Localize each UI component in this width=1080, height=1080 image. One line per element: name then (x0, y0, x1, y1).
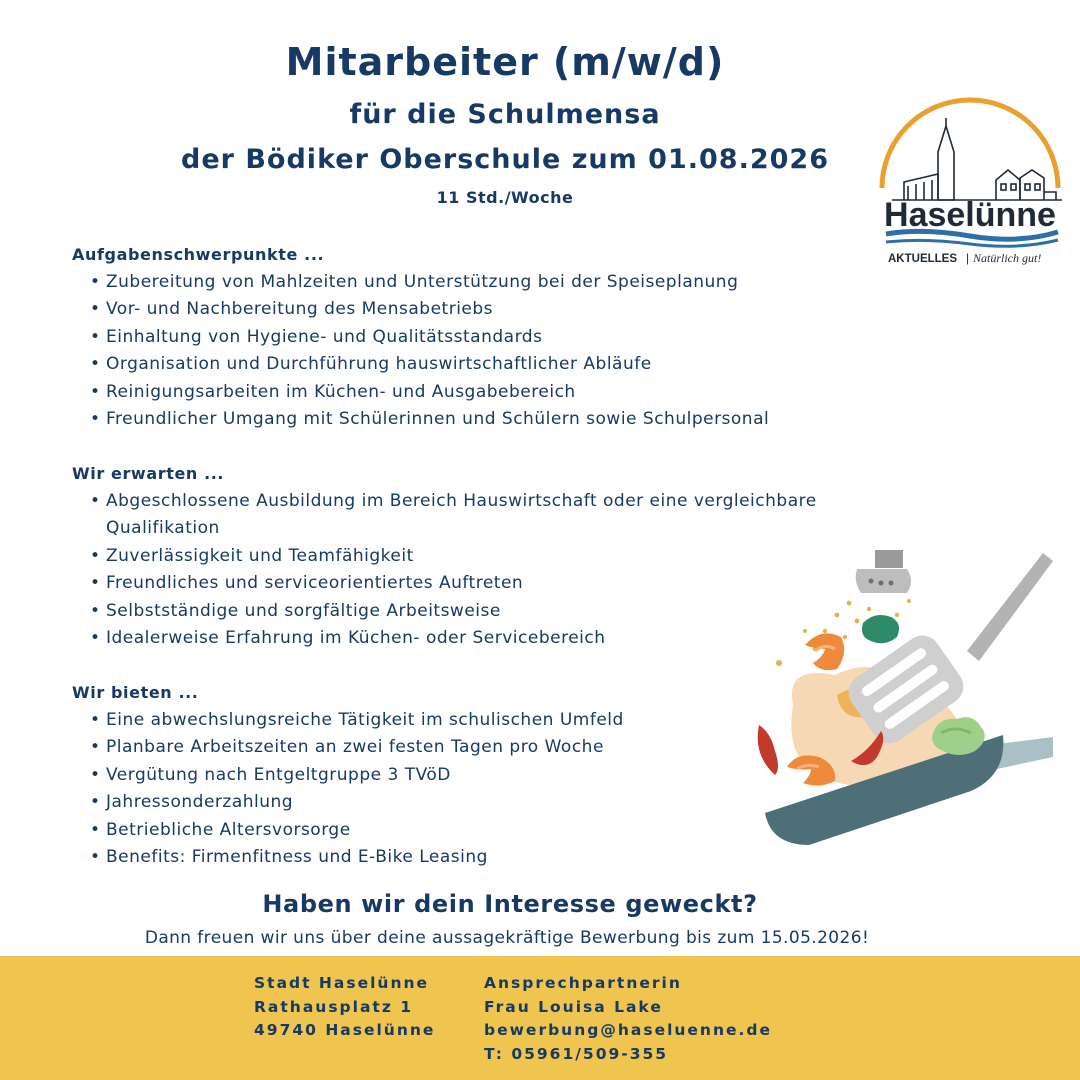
list-item: • Vergütung nach Entgeltgruppe 3 TVöD (90, 762, 902, 789)
section-heading-tasks: Aufgabenschwerpunkte ... (72, 245, 325, 264)
postal-city: 49740 Haselünne (254, 1021, 436, 1039)
list-item: • Freundlicher Umgang mit Schülerinnen und Schülern sowie Schulpersonal (90, 406, 902, 433)
tasks-list (90, 269, 902, 433)
list-item: • Zubereitung von Mahlzeiten und Unterstützung bei der Speiseplanung (90, 269, 902, 296)
list-item: • Einhaltung von Hygiene- und Qualitätsstandards (90, 324, 902, 351)
list-item: • Benefits: Firmenfitness und E-Bike Leasing (90, 844, 902, 871)
street-address: Rathausplatz 1 (254, 997, 414, 1016)
logo-tagline-b: Natürlich gut! (973, 251, 1042, 265)
address-block (254, 972, 435, 1043)
cta-text: Dann freuen wir uns über deine aussagekräftige Bewerbung bis zum 15.05.2026! (144, 928, 870, 948)
list-item: • Vor- und Nachbereitung des Mensabetriebs (90, 296, 902, 323)
list-item: • Planbare Arbeitszeiten an zwei festen Tagen pro Woche (90, 734, 902, 761)
logo-tagline-separator: | (966, 251, 970, 265)
list-item: • Jahressonderzahlung (90, 789, 902, 816)
page-subtitle-1: für die Schulmensa (349, 99, 661, 130)
list-item: • Eine abwechslungsreiche Tätigkeit im schulischen Umfeld (90, 707, 902, 734)
logo-tagline-a: AKTUELLES (888, 253, 957, 265)
list-item: • Abgeschlossene Ausbildung im Bereich Hauswirtschaft oder eine vergleichbare Qualifikation (90, 488, 902, 543)
frying-pan-food-icon (745, 545, 1060, 860)
contact-phone[interactable]: T: 05961/509-355 (484, 1044, 669, 1063)
list-item: • Freundliches und serviceorientiertes Auftreten (90, 570, 902, 597)
working-hours: 11 Std./Woche (436, 188, 574, 207)
contact-label: Ansprechpartnerin (484, 974, 682, 992)
list-item: • Idealerweise Erfahrung im Küchen- oder Servicebereich (90, 625, 902, 652)
contact-footer (0, 956, 1080, 1080)
logo-wordmark: Haselünne (884, 196, 1056, 234)
list-item: • Selbstständige und sorgfältige Arbeitsweise (90, 598, 902, 625)
contact-person: Frau Louisa Lake (484, 997, 663, 1016)
page-title: Mitarbeiter (m/w/d) (285, 40, 725, 84)
contact-email[interactable]: bewerbung@haseluenne.de (484, 1021, 773, 1039)
section-heading-expectations: Wir erwarten ... (72, 464, 225, 483)
list-item: • Zuverlässigkeit und Teamfähigkeit (90, 543, 902, 570)
list-item: • Betriebliche Altersvorsorge (90, 817, 902, 844)
list-item: • Organisation und Durchführung hauswirtschaftlicher Abläufe (90, 351, 902, 378)
contact-block (484, 972, 772, 1066)
organization-name: Stadt Haselünne (254, 974, 430, 992)
section-heading-offer: Wir bieten ... (72, 683, 199, 702)
list-item: • Reinigungsarbeiten im Küchen- und Ausgabebereich (90, 379, 902, 406)
section-tasks (72, 242, 902, 433)
cta-heading: Haben wir dein Interesse geweckt? (262, 890, 758, 918)
page-subtitle-2: der Bödiker Oberschule zum 01.08.2026 (181, 144, 829, 175)
